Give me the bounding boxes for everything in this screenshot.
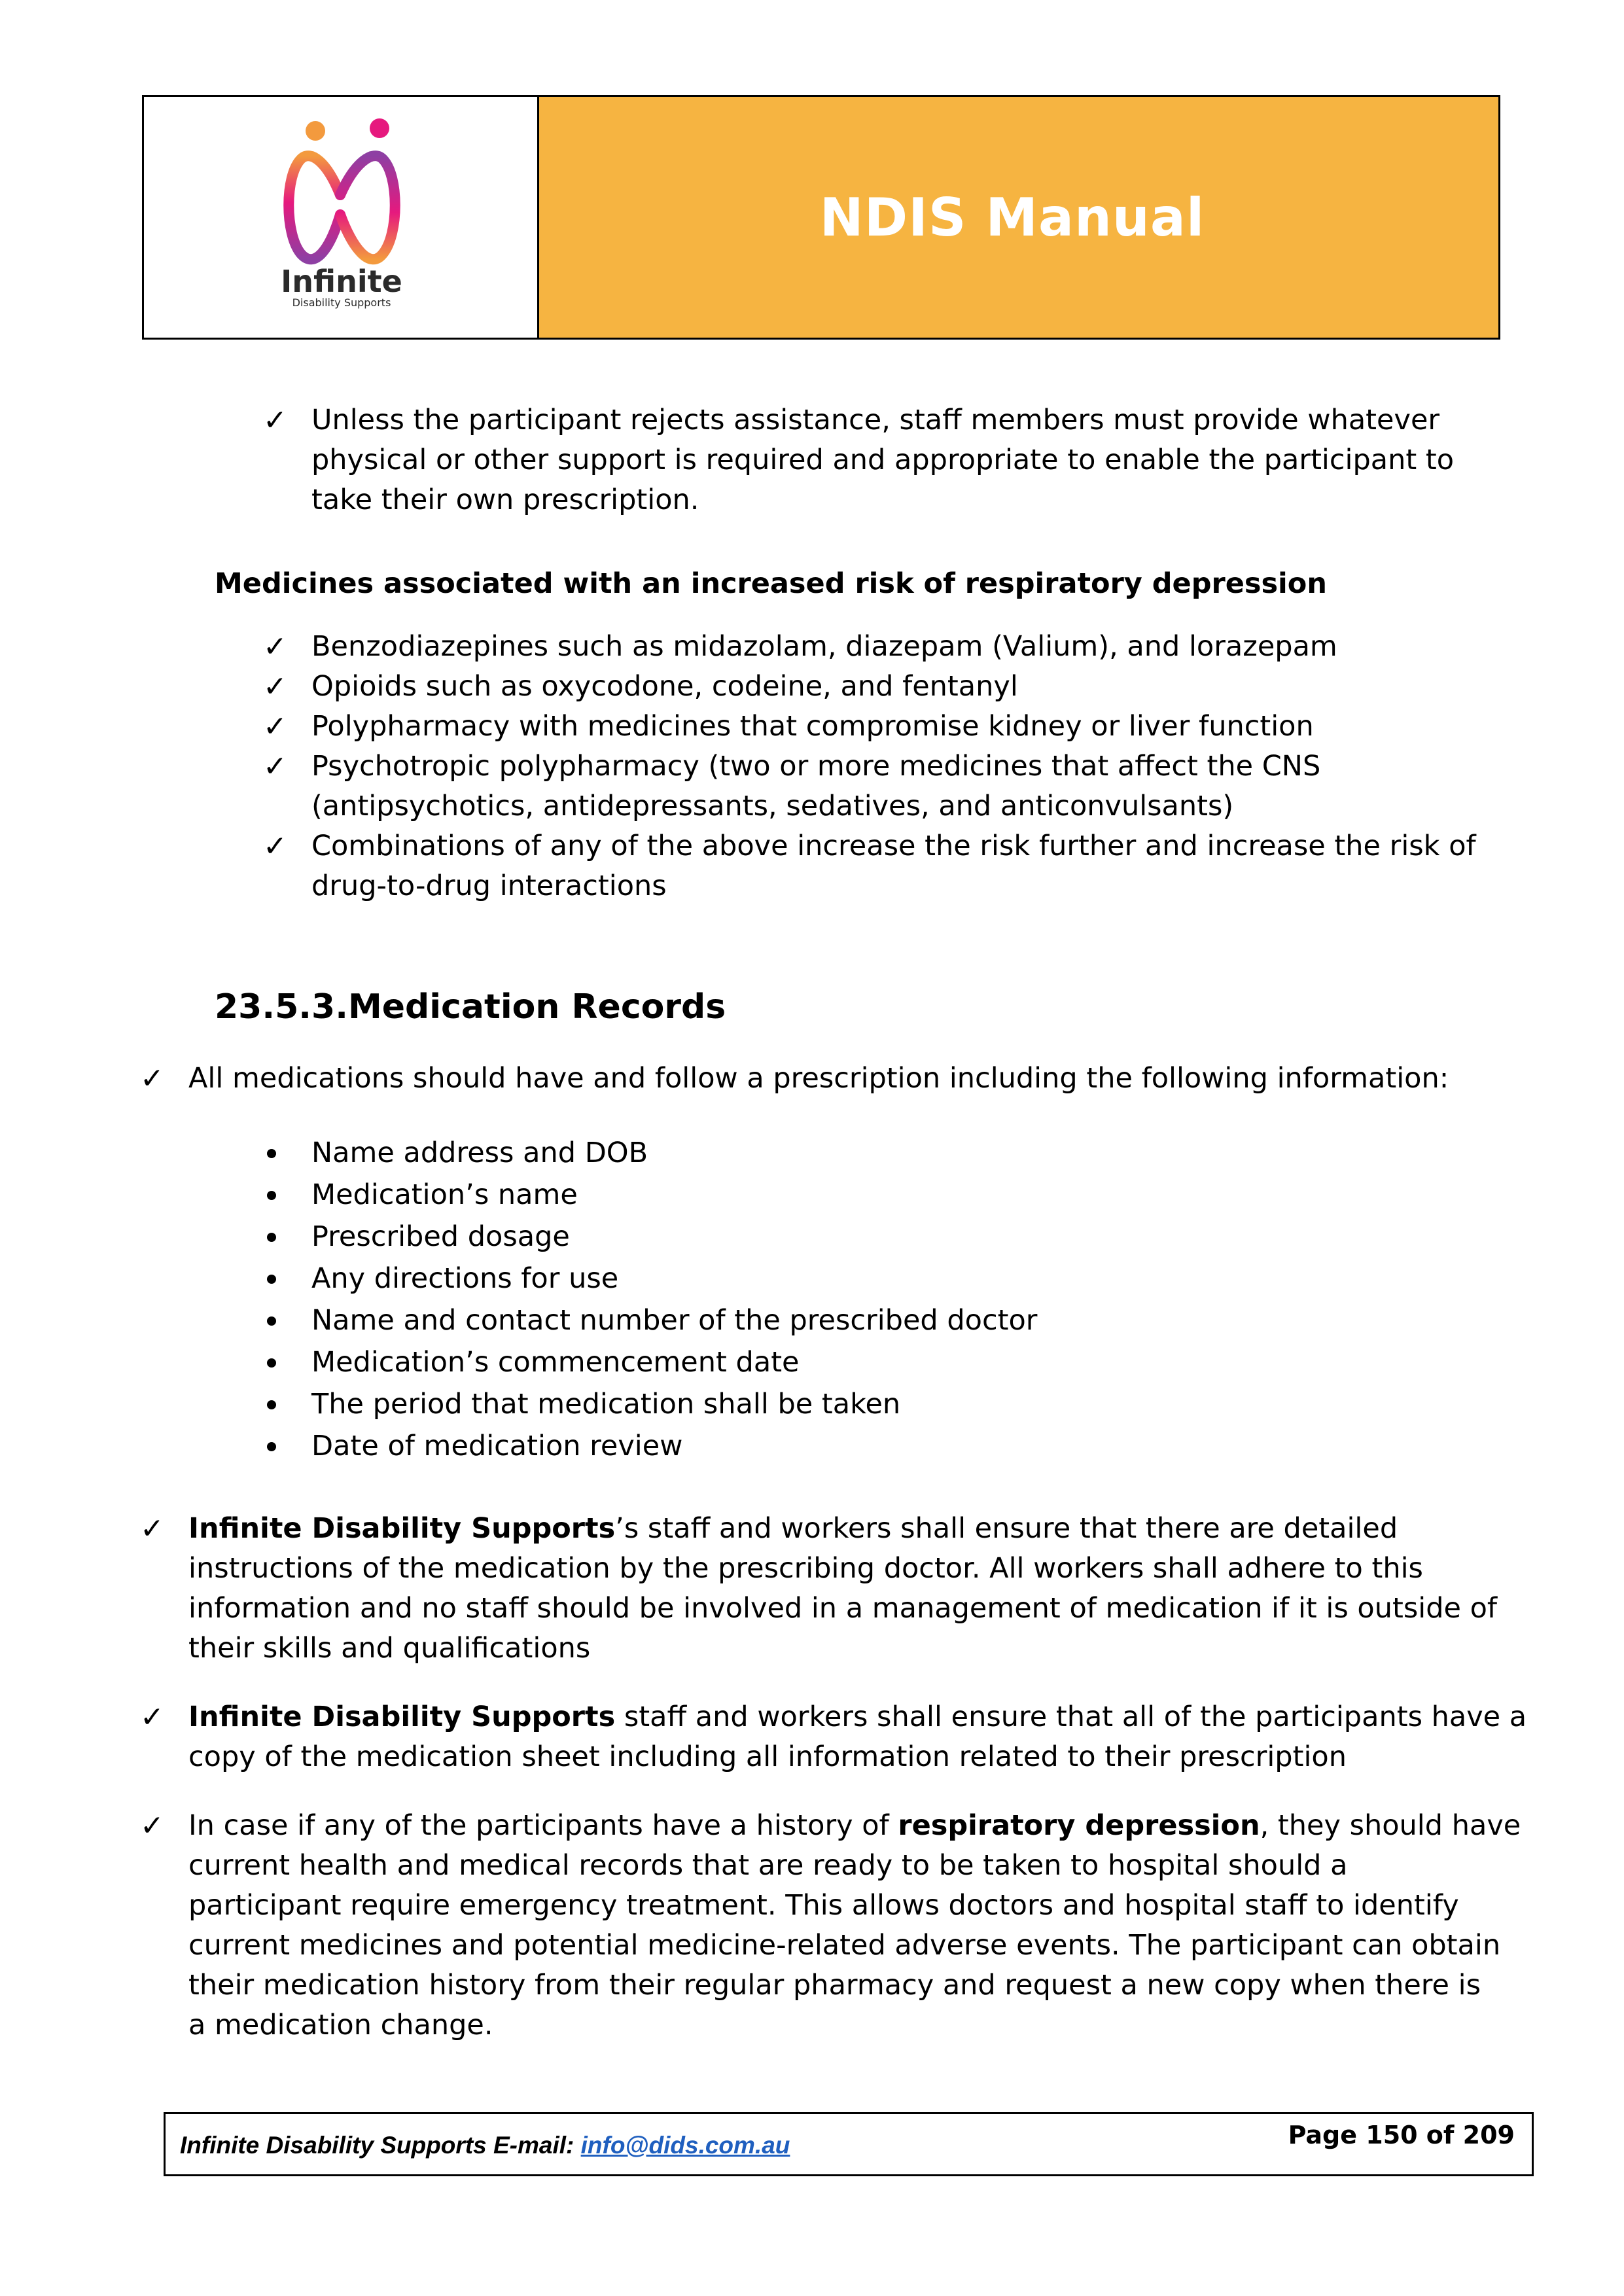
checkmark-icon: ✓ [140, 1062, 164, 1095]
logo-tagline: Disability Supports [292, 296, 391, 309]
intro-line-1: Unless the participant rejects assistance, staff members must provide whatever [311, 404, 1440, 436]
para2-line-1 [188, 1697, 1527, 1737]
bullet-dot-icon [267, 1400, 276, 1409]
bullet-item-3: Prescribed dosage [311, 1220, 570, 1253]
bullet-item-1: Name address and DOB [311, 1137, 648, 1169]
section-heading [215, 984, 726, 1030]
checkmark-icon: ✓ [263, 750, 287, 783]
bullet-item-6: Medication’s commencement date [311, 1346, 800, 1379]
para1-line-1 [188, 1509, 1398, 1549]
logo-name: Infinite [281, 264, 402, 299]
section-title: Medication Records [348, 987, 726, 1027]
bullet-dot-icon [267, 1233, 276, 1242]
checkmark-icon: ✓ [140, 1809, 164, 1843]
risk-heading: Medicines associated with an increased risk of respiratory depression [215, 567, 1327, 600]
page-title: NDIS Manual [819, 186, 1205, 248]
para3-line-3: participant require emergency treatment. This allows doctors and hospital staff to identify [188, 1889, 1459, 1922]
para3-line-1 [188, 1806, 1521, 1846]
page-footer [164, 2112, 1534, 2176]
risk-item-4-line-2: (antipsychotics, antidepressants, sedatives, and anticonvulsants) [311, 790, 1234, 822]
para3-line-6: a medication change. [188, 2009, 493, 2041]
risk-item-4-line-1: Psychotropic polypharmacy (two or more medicines that affect the CNS [311, 750, 1321, 783]
para1-line-4: their skills and qualifications [188, 1632, 591, 1665]
footer-email-link[interactable]: info@dids.com.au [580, 2132, 790, 2159]
risk-item-2: Opioids such as oxycodone, codeine, and fentanyl [311, 670, 1018, 703]
footer-contact [180, 2131, 790, 2160]
section-number: 23.5.3. [215, 987, 348, 1027]
company-name: Infinite Disability Supports [188, 1701, 616, 1733]
records-intro: All medications should have and follow a prescription including the following information: [188, 1062, 1449, 1095]
para3-line-5: their medication history from their regular pharmacy and request a new copy when there is [188, 1969, 1481, 2002]
risk-item-5-line-2: drug-to-drug interactions [311, 870, 667, 902]
risk-item-3: Polypharmacy with medicines that compromise kidney or liver function [311, 710, 1314, 743]
bullet-item-2: Medication’s name [311, 1178, 578, 1211]
intro-line-2: physical or other support is required and appropriate to enable the participant to [311, 444, 1455, 476]
bullet-dot-icon [267, 1316, 276, 1326]
para3-line-4: current medicines and potential medicine-related adverse events. The participant can obtain [188, 1929, 1501, 1962]
checkmark-icon: ✓ [263, 630, 287, 663]
risk-item-5-line-1: Combinations of any of the above increase the risk further and increase the risk of [311, 830, 1476, 862]
bullet-dot-icon [267, 1442, 276, 1451]
intro-line-3: take their own prescription. [311, 484, 699, 516]
bullet-dot-icon [267, 1358, 276, 1368]
checkmark-icon: ✓ [263, 710, 287, 743]
checkmark-icon: ✓ [263, 404, 287, 437]
checkmark-icon: ✓ [140, 1701, 164, 1734]
para3-emphasis: respiratory depression [898, 1809, 1260, 1842]
para1-line-1-rest: ’s staff and workers shall ensure that there are detailed [615, 1512, 1398, 1545]
bullet-dot-icon [267, 1191, 276, 1200]
checkmark-icon: ✓ [263, 670, 287, 703]
para1-line-3: information and no staff should be involved in a management of medication if it is outside of [188, 1592, 1498, 1625]
checkmark-icon: ✓ [263, 830, 287, 863]
bullet-item-8: Date of medication review [311, 1430, 683, 1462]
bullet-item-7: The period that medication shall be taken [311, 1388, 901, 1421]
para2-line-1-rest: staff and workers shall ensure that all of the participants have a [615, 1701, 1527, 1733]
footer-label: Infinite Disability Supports E-mail: [180, 2132, 581, 2159]
bullet-dot-icon [267, 1149, 276, 1158]
page-number: Page 150 of 209 [1288, 2121, 1515, 2149]
para1-line-2: instructions of the medication by the prescribing doctor. All workers shall adhere to this [188, 1552, 1423, 1585]
para3-line-1-post: , they should have [1260, 1809, 1521, 1842]
para3-line-2: current health and medical records that are ready to be taken to hospital should a [188, 1849, 1348, 1882]
para3-line-1-pre: In case if any of the participants have a history of [188, 1809, 898, 1842]
company-name: Infinite Disability Supports [188, 1512, 616, 1545]
bullet-dot-icon [267, 1275, 276, 1284]
para2-line-2: copy of the medication sheet including all information related to their prescription [188, 1740, 1347, 1773]
bullet-item-5: Name and contact number of the prescribed doctor [311, 1304, 1038, 1337]
risk-item-1: Benzodiazepines such as midazolam, diazepam (Valium), and lorazepam [311, 630, 1337, 663]
bullet-item-4: Any directions for use [311, 1262, 619, 1295]
checkmark-icon: ✓ [140, 1512, 164, 1545]
